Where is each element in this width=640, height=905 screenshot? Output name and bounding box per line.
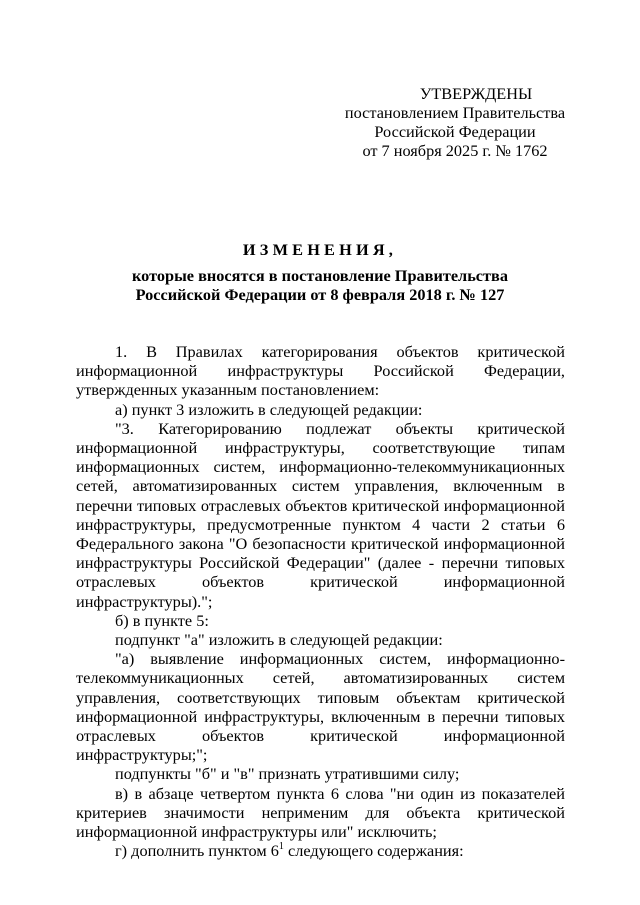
paragraph-9-superscript: 1	[278, 840, 284, 852]
paragraph-6: "а) выявление информационных систем, информационно-телекоммуникационных сетей, автоматизированных систем управления, соответствующих типовым объектам критической информационной инфраструктуры, включенным в перечни типовых отраслевых объектов критической информационной инфраструктуры;";	[76, 649, 565, 765]
paragraph-9	[76, 841, 565, 860]
paragraph-1: 1. В Правилах категорирования объектов критической информационной инфраструктуры Российской Федерации, утвержденных указанным постановлением:	[76, 342, 565, 400]
subtitle-line-1: которые вносятся в постановление Правительства	[132, 266, 508, 285]
document-subtitle	[0, 266, 640, 304]
approved-label: УТВЕРЖДЕНЫ	[419, 84, 533, 103]
paragraph-9-text: г) дополнить пунктом 6	[115, 841, 279, 861]
paragraph-7: подпункты "б" и "в" признать утратившими силу;	[115, 764, 460, 784]
approval-line-3: от 7 ноября 2025 г. № 1762	[362, 141, 548, 160]
document-body	[76, 342, 565, 860]
approval-stamp	[330, 84, 580, 160]
paragraph-3: "3. Категорированию подлежат объекты критической информационной инфраструктуры, соответствующие типам информационных систем, информационно-телекоммуникационных сетей, автоматизированных систем управления, включенным в перечни типовых отраслевых объектов критической информационной инфраструктуры, предусмотренные пунктом 4 части 2 статьи 6 Федерального закона "О безопасности критической информационной инфраструктуры Российской Федерации" (далее - перечни типовых отраслевых объектов критической информационной инфраструктуры).";	[76, 418, 565, 611]
paragraph-4: б) в пункте 5:	[115, 610, 209, 630]
paragraph-2: а) пункт 3 изложить в следующей редакции:	[115, 399, 423, 419]
document-title: ИЗМЕНЕНИЯ,	[242, 240, 398, 259]
paragraph-5: подпункт "а" изложить в следующей редакции:	[115, 630, 443, 650]
subtitle-line-2: Российской Федерации от 8 февраля 2018 г. № 127	[135, 285, 505, 304]
approval-line-1: постановлением Правительства	[344, 103, 566, 122]
approval-line-2: Российской Федерации	[374, 122, 536, 141]
paragraph-8: в) в абзаце четвертом пункта 6 слова "ни один из показателей критериев значимости неприменим для объекта критической информационной инфраструктуры или" исключить;	[76, 783, 565, 842]
paragraph-9-tail: следующего содержания:	[283, 841, 464, 861]
